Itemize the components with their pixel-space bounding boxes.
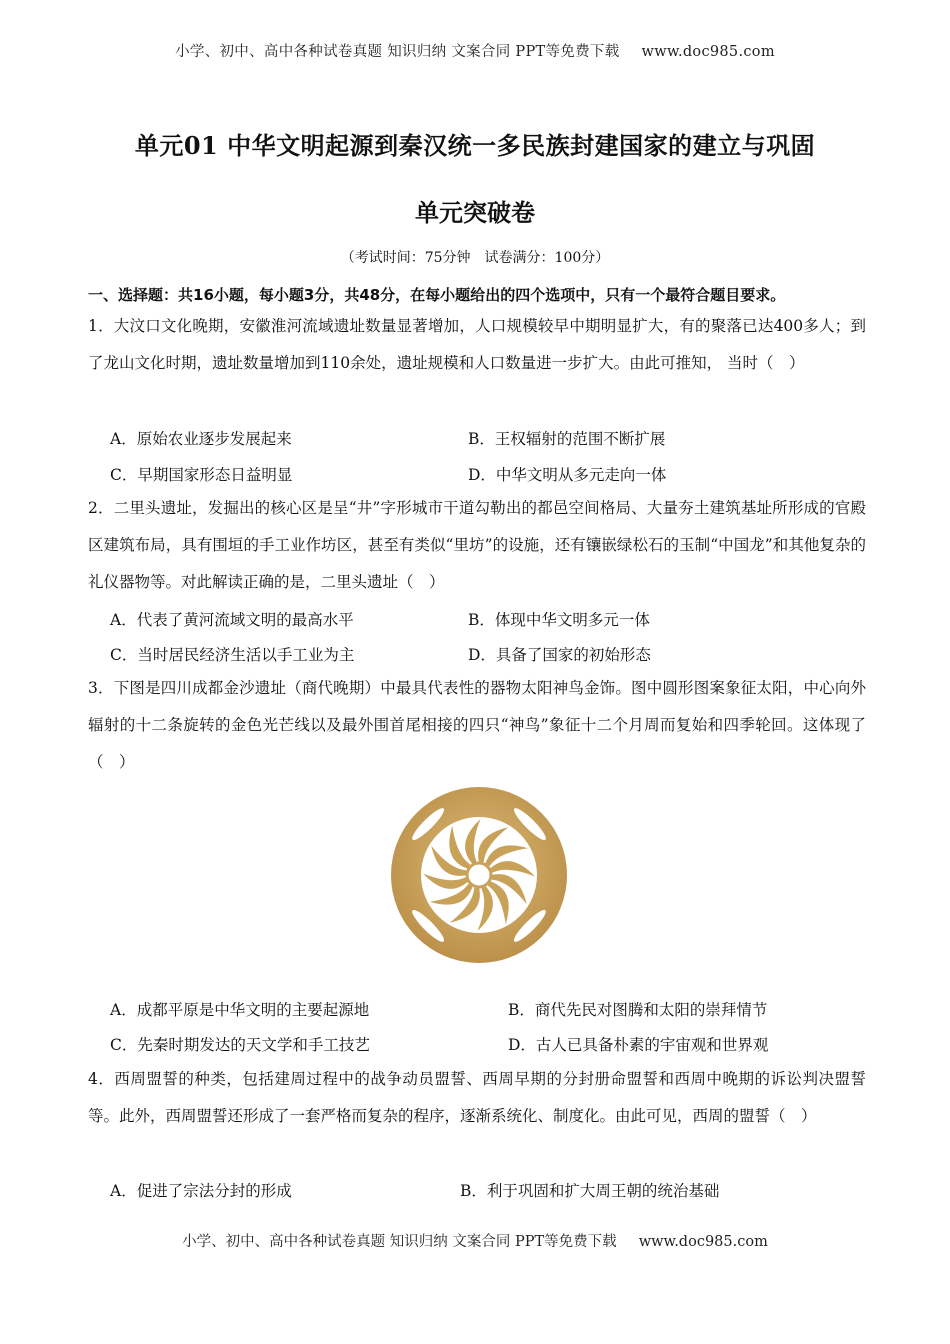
option-3c: C．先秦时期发达的天文学和手工技艺 xyxy=(110,1036,370,1054)
page-header xyxy=(0,40,950,61)
option-1a: A．原始农业逐步发展起来 xyxy=(110,430,292,448)
option-3a: A．成都平原是中华文明的主要起源地 xyxy=(110,1001,370,1019)
question-3-stem: 3．下图是四川成都金沙遗址（商代晚期）中最具代表性的器物太阳神鸟金饰。图中圆形图案象征太阳，中心向外辐射的十二条旋转的金色光芒线以及最外围首尾相接的四只“神鸟”象征十二个月周而复始和四季轮回。这体现了（ ） xyxy=(88,679,866,771)
footer-site-link[interactable]: www.doc985.com xyxy=(638,1234,768,1250)
question-4-stem: 4．西周盟誓的种类，包括建周过程中的战争动员盟誓、西周早期的分封册命盟誓和西周中晚期的诉讼判决盟誓等。此外，西周盟誓还形成了一套严格而复杂的程序，逐渐系统化、制度化。由此可见，西周的盟誓（ ） xyxy=(88,1070,866,1125)
option-2a: A．代表了黄河流域文明的最高水平 xyxy=(110,611,354,629)
header-text: 小学、初中、高中各种试卷真题 知识归纳 文案合同 PPT等免费下载 xyxy=(175,44,620,60)
ornament-center xyxy=(467,863,491,887)
question-1-stem: 1．大汶口文化晚期，安徽淮河流域遗址数量显著增加，人口规模较早中期明显扩大，有的聚落已达400多人；到了龙山文化时期，遗址数量增加到110余处，遗址规模和人口数量进一步扩大。由此可推知， 当时（ ） xyxy=(88,317,866,372)
doc-subtitle: 单元突破卷 xyxy=(415,198,535,227)
doc-title: 单元01 中华文明起源到秦汉统一多民族封建国家的建立与巩固 xyxy=(134,131,816,160)
option-3d: D．古人已具备朴素的宇宙观和世界观 xyxy=(508,1036,769,1054)
option-2c: C．当时居民经济生活以手工业为主 xyxy=(110,646,355,664)
option-4b: B．利于巩固和扩大周王朝的统治基础 xyxy=(460,1182,720,1200)
header-site-link[interactable]: www.doc985.com xyxy=(641,44,775,60)
footer-text: 小学、初中、高中各种试卷真题 知识归纳 文案合同 PPT等免费下载 xyxy=(182,1234,617,1250)
option-1c: C．早期国家形态日益明显 xyxy=(110,466,293,484)
page-footer xyxy=(0,1230,950,1251)
section-heading: 一、选择题：共16小题，每小题3分，共48分，在每小题给出的四个选项中，只有一个最符合题目要求。 xyxy=(88,286,786,304)
option-2d: D．具备了国家的初始形态 xyxy=(468,646,651,664)
option-3b: B．商代先民对图腾和太阳的崇拜情节 xyxy=(508,1001,768,1019)
option-2b: B．体现中华文明多元一体 xyxy=(468,611,650,629)
question-2-stem: 2．二里头遗址，发掘出的核心区是呈“井”字形城市干道勾勒出的都邑空间格局、大量夯土建筑基址所形成的官殿区建筑布局，具有围垣的手工业作坊区，甚至有类似“里坊”的设施，还有镶嵌绿松石的玉制“中国龙”和其他复杂的礼仪器物等。对此解读正确的是，二里头遗址（ ） xyxy=(88,499,866,591)
option-4a: A．促进了宗法分封的形成 xyxy=(110,1182,292,1200)
option-1d: D．中华文明从多元走向一体 xyxy=(468,466,667,484)
option-1b: B．王权辐射的范围不断扩展 xyxy=(468,430,666,448)
sun-bird-gold-ornament-image xyxy=(384,783,574,968)
exam-info: （考试时间：75分钟 试卷满分：100分） xyxy=(340,250,610,266)
